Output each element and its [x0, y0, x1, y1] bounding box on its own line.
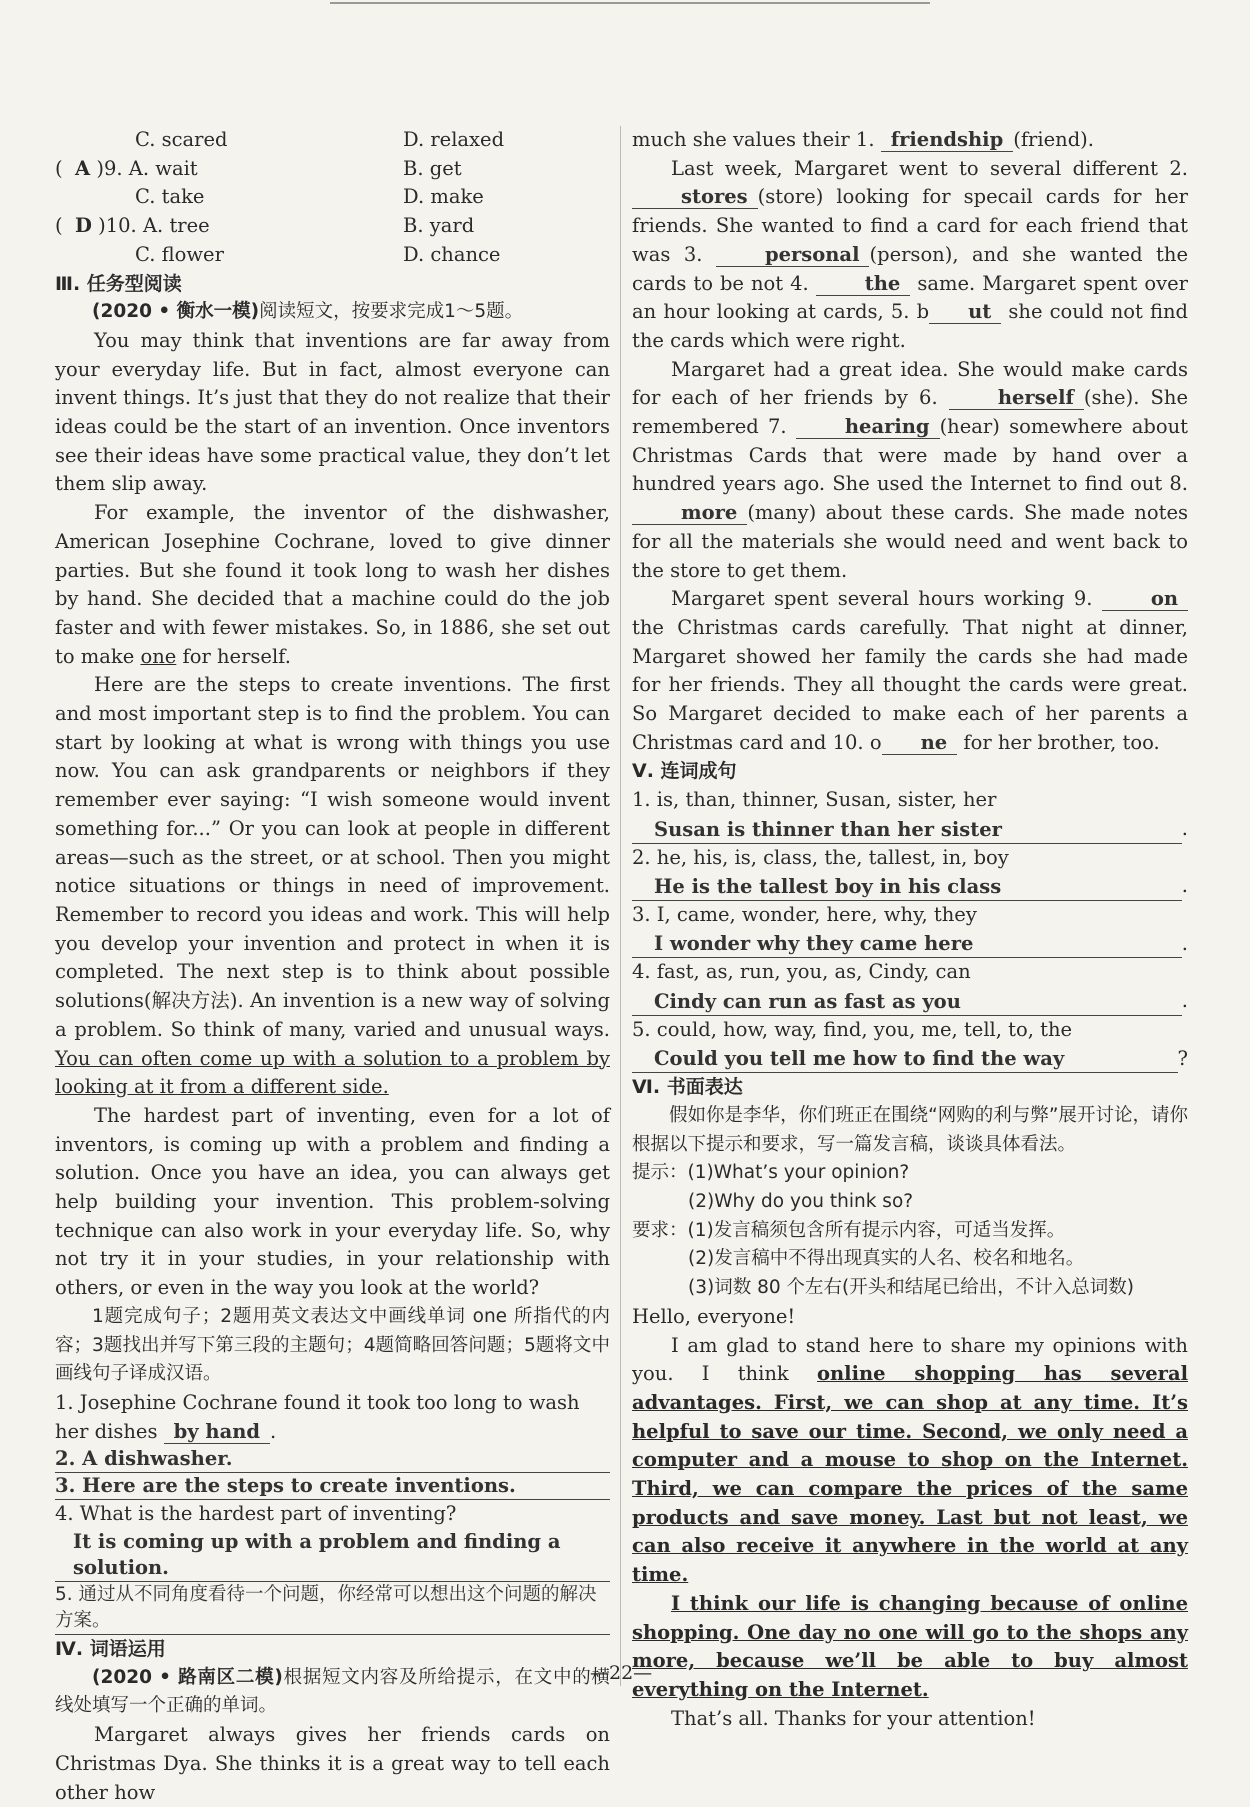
blank-5: ut [929, 301, 1001, 324]
essay-answer-1: online shopping has several advantages. First, we can shop at any time. It’s helpful to save our time. Second, we only need a computer and a mouse to shop on the Internet. Third, we can compare the prices of the same products and save money. Last but not least, we can also receive it anywhere in the world at any time. [632, 1362, 1188, 1587]
req-label: 要求： [632, 1219, 688, 1241]
blank-6: herself [949, 387, 1084, 410]
end-mark: . [1181, 931, 1188, 955]
cloze-text: (store) looking for specail cards for her friends. She wanted to find a card for each friend that was 3. [632, 185, 1188, 266]
blank-7: hearing [796, 416, 940, 439]
sentence-q4: 4. fast, as, run, you, as, Cindy, can [632, 960, 971, 984]
sentence-a2-row [632, 872, 1188, 901]
section3-intro [55, 298, 610, 327]
left-column [55, 126, 610, 1807]
req-1 [632, 1217, 1188, 1246]
page-number: —22— [590, 1662, 653, 1684]
q9-choice-d: D. make [403, 185, 484, 209]
q9-choice-a: )9. A. wait [96, 156, 198, 180]
section4-source: (2020 • 路南区二模) [92, 1666, 283, 1688]
greeting: Hello, everyone! [632, 1304, 796, 1328]
cloze-text: Margaret had a great idea. She would make cards for each of her friends by 6. [632, 357, 1188, 410]
answer-3: 3. Here are the steps to create inventions. [55, 1473, 610, 1500]
cloze-text: Last week, Margaret went to several different 2. [671, 156, 1188, 180]
end-mark: . [1181, 816, 1188, 840]
sentence-q2: 2. he, his, is, class, the, tallest, in, boy [632, 845, 1009, 869]
question-4: 4. What is the hardest part of inventing? [55, 1502, 457, 1526]
hint-1-text: (1)What’s your opinion? [687, 1162, 910, 1184]
answer-1-prefix: 1. Josephine Cochrane found it took too long to wash her dishes [55, 1390, 580, 1443]
essay-para2: I think our life is changing because of online shopping. One day no one will go to the shops any more, because we’ll be able to buy almost everything on the Internet. [632, 1591, 1188, 1701]
sentence-q3: 3. I, came, wonder, here, why, they [632, 902, 977, 926]
choice-d: D. relaxed [403, 128, 505, 151]
end-mark: . [1181, 989, 1188, 1013]
cloze-text: for her brother, too. [963, 730, 1160, 754]
q9-row2 [55, 183, 610, 212]
choice-c: C. scared [135, 128, 228, 151]
para2-text-b: for herself. [176, 644, 291, 668]
sentence-a3: I wonder why they came here [632, 931, 1182, 958]
sentence-a1: Susan is thinner than her sister [632, 817, 1182, 844]
sentence-a5-row [632, 1045, 1188, 1074]
q10-choice-c: C. flower [135, 242, 224, 266]
cloze-text: (she). She remembered 7. [632, 386, 1188, 439]
passage-para3 [55, 671, 610, 1102]
closing: That’s all. Thanks for your attention! [671, 1706, 1036, 1730]
right-column [632, 126, 1188, 1733]
answer-2: 2. A dishwasher. [55, 1446, 610, 1473]
section3-source: (2020 • 衡水一模) [92, 301, 260, 323]
section3-title: Ⅲ. 任务型阅读 [55, 272, 182, 295]
cloze-para-3 [632, 356, 1188, 586]
sentence-q5: 5. could, how, way, find, you, me, tell, to, the [632, 1017, 1073, 1041]
q9-choice-c: C. take [135, 185, 205, 209]
essay-para1 [632, 1332, 1188, 1590]
top-rule [330, 2, 930, 4]
bracket: ( [55, 214, 63, 238]
section5-title: Ⅴ. 连词成句 [632, 760, 737, 783]
answer-1-suffix: . [270, 1419, 277, 1443]
answer-5: 5. 通过从不同角度看待一个问题，你经常可以想出这个问题的解决方案。 [55, 1582, 610, 1635]
answer-1 [55, 1389, 610, 1446]
sentence-a4-row [632, 987, 1188, 1016]
passage-para4: The hardest part of inventing, even for a lot of inventors, is coming up with a problem and finding a solution. Once you have an idea, you can always get help building your invention. This problem-solving technique can also work in your everyday life. So, why not try it in your studies, in your relationship with others, or even in the way you look at the world? [55, 1103, 610, 1300]
blank-3: personal [716, 244, 870, 267]
bracket: ( [55, 156, 63, 180]
cloze-hint: (friend). [1013, 128, 1094, 151]
cloze-line-1 [632, 126, 1188, 155]
blank-1: friendship [881, 129, 1014, 152]
q10-choice-b: B. yard [403, 214, 475, 238]
sentence-q1: 1. is, than, thinner, Susan, sister, her [632, 788, 997, 812]
end-mark: ? [1177, 1046, 1188, 1070]
q10-choice-a: )10. A. tree [98, 214, 210, 238]
blank-2: stores [632, 186, 758, 209]
cloze-text: same. Margaret spent over an hour looking at cards, 5. b [632, 271, 1189, 324]
req-1-text: (1)发言稿须包含所有提示内容，可适当发挥。 [687, 1219, 1066, 1241]
passage-para2 [55, 499, 610, 671]
end-mark: . [1181, 874, 1188, 898]
req-2: (2)发言稿中不得出现真实的人名、校名和地名。 [688, 1248, 1085, 1270]
blank-10: ne [882, 732, 958, 755]
section3-instruction: 阅读短文，按要求完成1～5题。 [259, 301, 524, 323]
cloze-para-4 [632, 585, 1188, 757]
cloze-text: (many) about these cards. She made notes for all the materials she would need and went back to the store to get them. [632, 501, 1188, 582]
q10-choice-d: D. chance [403, 242, 501, 266]
section4-passage-start: Margaret always gives her friends cards on Christmas Dya. She thinks it is a great way to tell each other how [55, 1723, 610, 1804]
underlined-sentence: You can often come up with a solution to a problem by looking at it from a different side. [55, 1046, 610, 1099]
sentence-a4: Cindy can run as fast as you [632, 989, 1182, 1016]
para3-text: Here are the steps to create inventions. The first and most important step is to find the problem. You can start by looking at what is wrong with things you use now. You can ask grandparents or neighbors if they remember ever saying: “I wish someone would invent something for...” Or you can look at people in different areas—such as the street, or at school. Then you might notice situations or things in need of improvement. Remember to record you ideas and work. This will help you develop your invention and protect in when it is completed. The next step is to think about possible solutions(解决方法). An invention is a new way of solving a problem. So think of many, varied and unusual ways. [55, 673, 610, 1041]
q9-choice-b: B. get [403, 156, 462, 180]
blank-4: the [816, 273, 911, 296]
cloze-text: the Christmas cards carefully. That night at dinner, Margaret showed her family the cards she had made for her friends. They all thought the cards were great. So Margaret decided to make each of her parents a Christmas card and 10. o [632, 615, 1188, 754]
answer-4: It is coming up with a problem and finding a solution. [55, 1529, 610, 1582]
task-instructions: 1题完成句子；2题用英文表达文中画线单词 one 所指代的内容；3题找出并写下第三段的主题句；4题简略回答问题；5题将文中画线句子译成汉语。 [55, 1305, 610, 1385]
section6-intro: 假如你是李华，你们班正在围绕“网购的利与弊”展开讨论，请你根据以下提示和要求，写一篇发言稿，谈谈具体看法。 [632, 1104, 1188, 1155]
sentence-a2: He is the tallest boy in his class [632, 874, 1182, 901]
q10 [55, 212, 610, 241]
underlined-one: one [140, 644, 177, 668]
q10-answer: D [75, 214, 92, 238]
column-divider [620, 126, 621, 1686]
essay-start: I am glad to stand here to share my opinions with you. I think [632, 1333, 1188, 1386]
hint-1 [632, 1159, 1188, 1188]
req-3: (3)词数 80 个左右(开头和结尾已给出，不计入总词数) [688, 1277, 1134, 1299]
section4-intro [55, 1664, 610, 1721]
q8-choices [55, 126, 610, 155]
sentence-a1-row [632, 815, 1188, 844]
cloze-text: Margaret spent several hours working 9. [671, 587, 1093, 611]
blank-8: more [632, 502, 747, 525]
passage-para1: You may think that inventions are far away from your everyday life. But in fact, almost everyone can invent things. It’s just that they do not realize that their ideas could be the start of an invention. Once inventors see their ideas have some practical value, they don’t let them slip away. [55, 328, 610, 496]
section4-instruction: 根据短文内容及所给提示，在文中的横线处填写一个正确的单词。 [55, 1666, 610, 1717]
section4-title: Ⅳ. 词语运用 [55, 1638, 166, 1661]
hint-2: (2)Why do you think so? [688, 1191, 914, 1213]
para2-text-a: For example, the inventor of the dishwasher, American Josephine Cochrane, loved to give dinner parties. But she found it took long to wash her dishes by hand. She decided that a machine could do the job faster and with fewer mistakes. So, in 1886, she set out to make [55, 501, 610, 668]
cloze-text: she could not find the cards which were right. [632, 300, 1189, 352]
cloze-text: much she values their 1. [632, 128, 875, 151]
blank-9: on [1102, 588, 1188, 611]
hints-label: 提示： [632, 1162, 688, 1184]
cloze-text: (person), and she wanted the cards to be not 4. [632, 242, 1188, 295]
cloze-para-2 [632, 155, 1188, 356]
sentence-a3-row [632, 930, 1188, 959]
q9 [55, 155, 610, 184]
q10-row2 [55, 241, 610, 270]
cloze-text: (hear) somewhere about Christmas Cards that were made by hand over a hundred years ago. She used the Internet to find out 8. [632, 415, 1188, 496]
section6-title: Ⅵ. 书面表达 [632, 1076, 743, 1099]
answer-1-blank: by hand [164, 1421, 270, 1444]
q9-answer: A [75, 156, 91, 180]
sentence-a5: Could you tell me how to find the way [632, 1046, 1178, 1073]
sentence-list [632, 786, 1188, 1073]
